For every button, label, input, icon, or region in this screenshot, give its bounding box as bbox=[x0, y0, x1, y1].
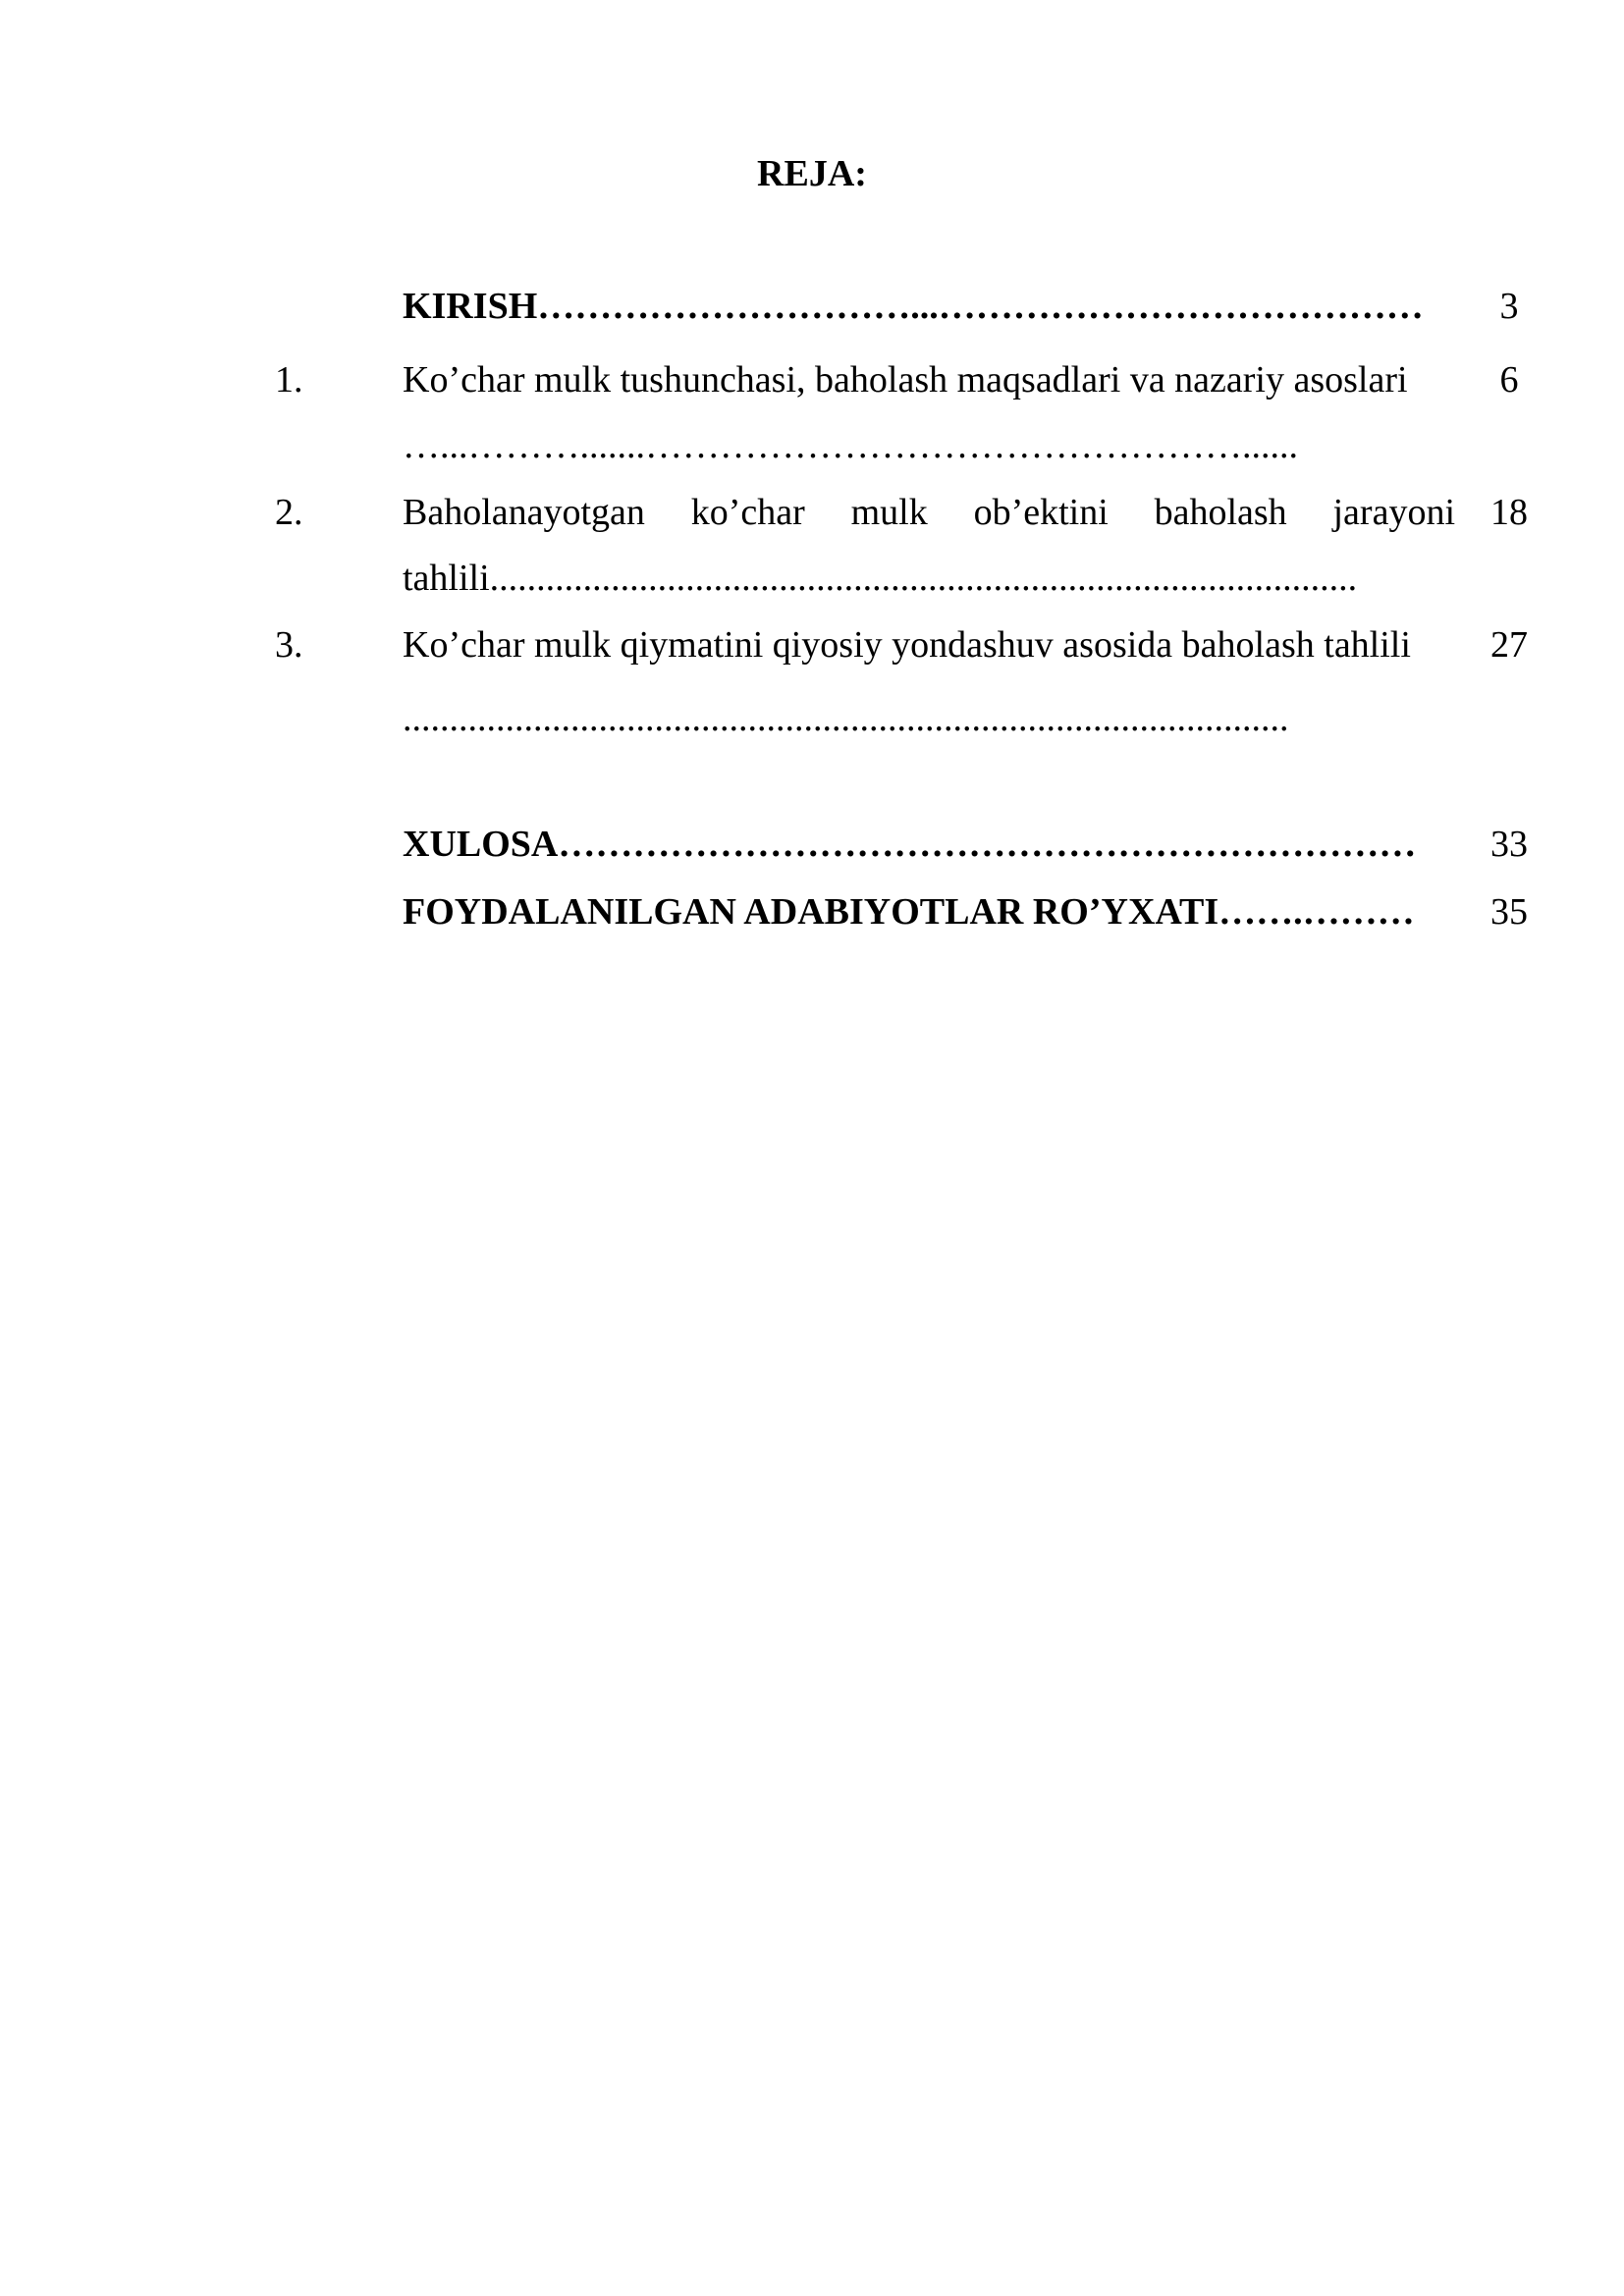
toc-row-1-continuation bbox=[0, 424, 1624, 471]
toc-row-1[interactable] bbox=[0, 358, 1624, 405]
toc-row-2-continuation bbox=[0, 557, 1624, 604]
toc-row-adabiyotlar[interactable] bbox=[0, 890, 1624, 937]
toc-entry-1: Ko’char mulk tushunchasi, baholash maqsadlari va nazariy asoslari bbox=[403, 359, 1408, 400]
toc-leader-2: tahlili............................................................................................. bbox=[403, 558, 1358, 599]
toc-leader-3: ............................................................................................... bbox=[403, 698, 1289, 739]
toc-number-1: 1. bbox=[275, 359, 303, 400]
toc-entry-xulosa: XULOSA…………………………………………………………… bbox=[403, 824, 1417, 865]
toc-number-2: 2. bbox=[275, 492, 303, 533]
toc-leader-1: …...……….......…………………………………………...... bbox=[403, 425, 1298, 466]
toc-page-2: 18 bbox=[1490, 492, 1528, 533]
toc-row-3-continuation bbox=[0, 697, 1624, 744]
toc-page-kirish: 3 bbox=[1499, 286, 1519, 327]
toc-page-1: 6 bbox=[1499, 359, 1519, 400]
toc-row-kirish[interactable] bbox=[0, 285, 1624, 332]
page-title: REJA: bbox=[757, 153, 867, 194]
toc-entry-2: Baholanayotgan ko’char mulk ob’ektini baholash jarayoni bbox=[403, 492, 1455, 533]
toc-entry-3: Ko’char mulk qiymatini qiyosiy yondashuv asosida baholash tahlili bbox=[403, 624, 1411, 666]
toc-entry-adabiyotlar: FOYDALANILGAN ADABIYOTLAR RO’YXATI…….……… bbox=[403, 891, 1415, 933]
toc-row-2[interactable] bbox=[0, 491, 1624, 538]
toc-number-3: 3. bbox=[275, 624, 303, 666]
toc-entry-kirish: KIRISH…………………………...………………………………… bbox=[403, 286, 1424, 327]
toc-row-3[interactable] bbox=[0, 623, 1624, 670]
toc-page-xulosa: 33 bbox=[1490, 824, 1528, 865]
toc-row-xulosa[interactable] bbox=[0, 823, 1624, 870]
toc-page-adabiyotlar: 35 bbox=[1490, 891, 1528, 933]
toc-page-3: 27 bbox=[1490, 624, 1528, 666]
